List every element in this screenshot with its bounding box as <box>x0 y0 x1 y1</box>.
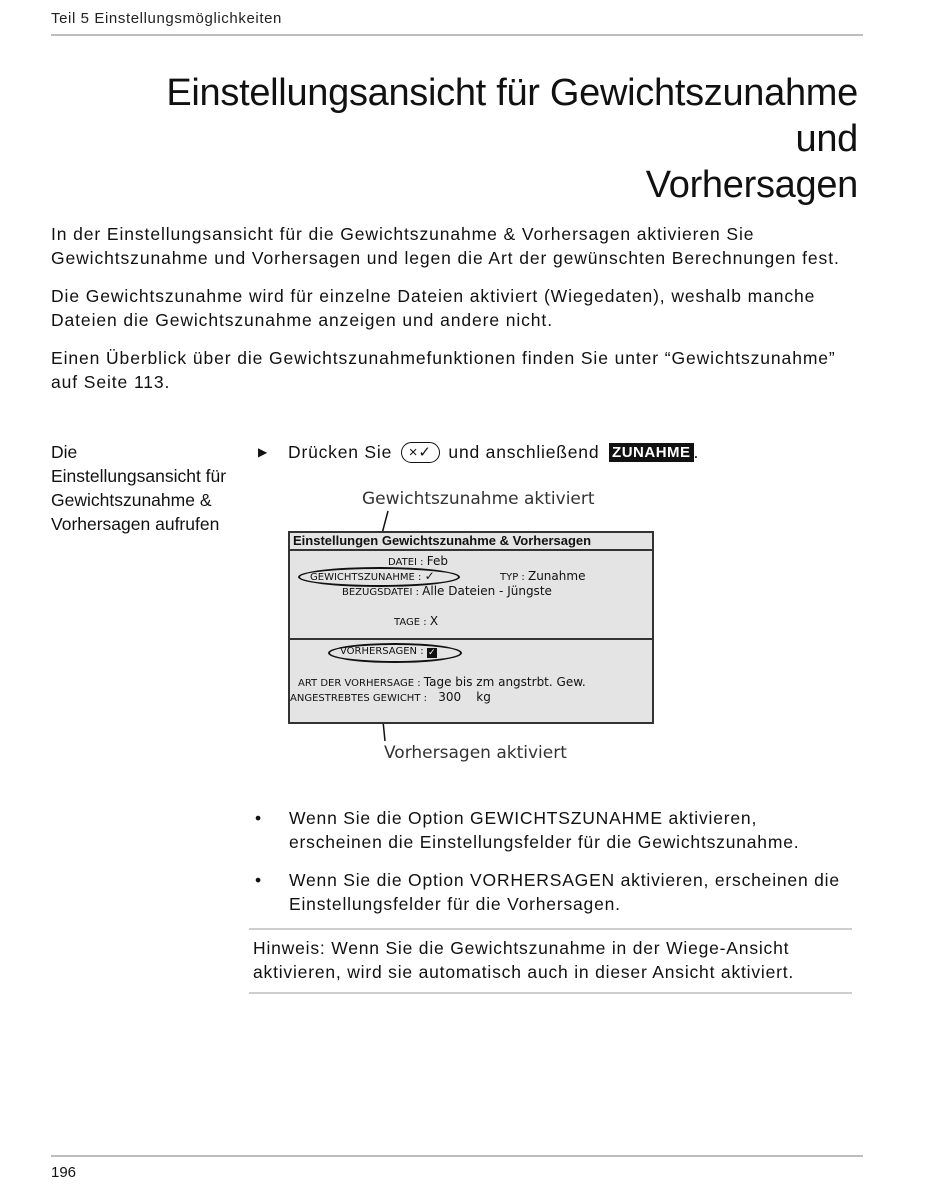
screen-title: Einstellungen Gewichtszunahme & Vorhersagen <box>290 533 652 551</box>
gewichtszunahme-label: GEWICHTSZUNAHME : <box>310 572 422 583</box>
intro-paragraph: Die Gewichtszunahme wird für einzelne Dateien aktiviert (Wiegedaten), weshalb manche Dateien die Gewichtszunahme anzeigen und andere nicht. <box>51 286 816 330</box>
intro-section <box>51 222 861 408</box>
vorhersagen-checkbox-icon: ✓ <box>427 648 436 658</box>
intro-paragraph: Einen Überblick über die Gewichtszunahmefunktionen finden Sie unter “Gewichtszunahme” auf Seite 113. <box>51 348 836 392</box>
page-header: Teil 5 Einstellungsmöglichkeiten <box>51 10 863 36</box>
datei-label: DATEI : <box>388 557 424 568</box>
tage-label: TAGE : <box>394 617 427 628</box>
settings-screenshot-figure <box>280 485 680 775</box>
step-text-middle: und anschließend <box>448 442 600 462</box>
typ-label: TYP : <box>500 572 525 583</box>
screen-divider <box>290 638 652 640</box>
bezugsdatei-field <box>342 585 552 599</box>
art-value: Tage bis zm angstrbt. Gew. <box>423 675 586 689</box>
ziel-label: ANGESTREBTES GEWICHT : <box>290 693 427 704</box>
bullet-text: Wenn Sie die Option VORHERSAGEN aktivieren, erscheinen die Einstellungsfelder für die Vorhersagen. <box>289 870 840 914</box>
vorhersagen-field <box>340 646 437 658</box>
triangle-right-icon: ▶ <box>258 445 269 459</box>
bezugsdatei-value: Alle Dateien - Jüngste <box>422 584 552 598</box>
ziel-value: 300 <box>438 690 462 704</box>
callout-gewichtszunahme: Gewichtszunahme aktiviert <box>362 489 595 509</box>
note-box: Hinweis: Wenn Sie die Gewichtszunahme in der Wiege-Ansicht aktivieren, wird sie automatisch auch in dieser Ansicht aktiviert. <box>249 928 852 994</box>
step-text-before: Drücken Sie <box>288 442 393 462</box>
art-label: ART DER VORHERSAGE : <box>298 678 421 689</box>
bullet-text: Wenn Sie die Option GEWICHTSZUNAHME aktivieren, erscheinen die Einstellungsfelder für die Gewichtszunahme. <box>289 808 800 852</box>
zunahme-softkey: ZUNAHME <box>609 443 694 462</box>
ziel-field <box>290 691 491 705</box>
gewichtszunahme-check: ✓ <box>424 569 435 583</box>
intro-paragraph: In der Einstellungsansicht für die Gewichtszunahme & Vorhersagen aktivieren Sie Gewichtszunahme und Vorhersagen und legen die Art der gewünschten Berechnungen fest. <box>51 224 840 268</box>
page-title-line2: Vorhersagen <box>645 164 858 206</box>
datei-value: Feb <box>426 554 448 568</box>
art-field <box>298 676 586 690</box>
bullet-dot: • <box>255 808 262 828</box>
step-instruction <box>258 440 858 464</box>
list-item <box>253 806 853 854</box>
typ-field <box>500 570 585 584</box>
device-screen <box>288 531 654 724</box>
footer-divider <box>51 1155 863 1157</box>
tage-value: X <box>429 614 439 628</box>
bullet-list <box>253 806 853 930</box>
tage-field <box>394 615 438 629</box>
side-label: Die Einstellungsansicht für Gewichtszunahme & Vorhersagen aufrufen <box>51 442 227 534</box>
ziel-unit: kg <box>476 690 491 704</box>
callout-vorhersagen: Vorhersagen aktiviert <box>384 743 567 763</box>
list-item <box>253 868 853 916</box>
page-number: 196 <box>51 1164 77 1181</box>
bezugsdatei-label: BEZUGSDATEI : <box>342 587 419 598</box>
gewichtszunahme-field <box>310 570 435 584</box>
bullet-dot: • <box>255 870 262 890</box>
page-title <box>100 70 858 208</box>
vorhersagen-label: VORHERSAGEN : <box>340 646 424 657</box>
step-text-after: . <box>693 442 700 462</box>
page-title-line1: Einstellungsansicht für Gewichtszunahme und <box>166 72 858 160</box>
typ-value: Zunahme <box>527 569 586 583</box>
cancel-check-key: ×✓ <box>401 442 440 463</box>
